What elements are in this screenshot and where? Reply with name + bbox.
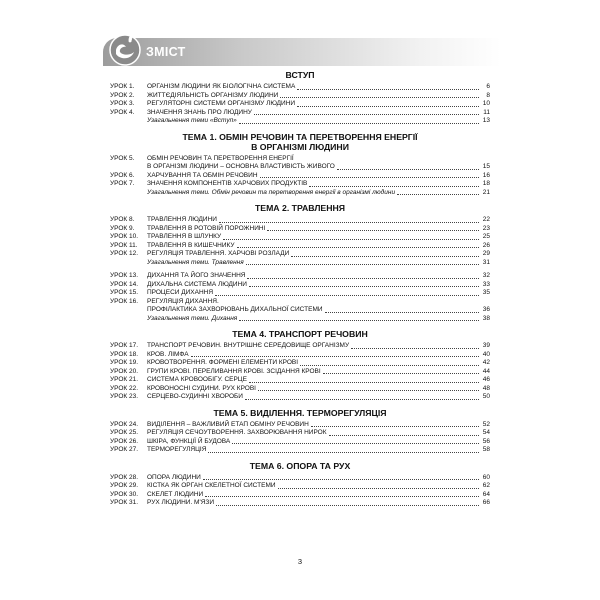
dot-leader — [249, 382, 479, 383]
dot-leader — [203, 479, 479, 480]
entry-title: РУХ ЛЮДИНИ. М'ЯЗИ — [147, 499, 215, 506]
dot-leader — [249, 286, 479, 287]
dot-leader — [309, 186, 479, 187]
page-ref: 66 — [482, 499, 490, 506]
lesson-number: УРОК 19. — [110, 359, 139, 366]
entry-title: Узагальнення теми. Дихання — [147, 314, 238, 322]
lesson-entry[interactable] — [110, 368, 490, 377]
lesson-entry[interactable] — [110, 385, 490, 394]
dot-leader — [297, 106, 479, 107]
dot-leader — [291, 256, 479, 257]
page-ref: 8 — [486, 91, 490, 99]
dot-leader — [216, 505, 479, 506]
dot-leader — [247, 278, 479, 279]
lesson-number: УРОК 2. — [110, 91, 135, 99]
entry-title: СИСТЕМА КРОВООБІГУ. СЕРЦЕ — [147, 376, 247, 383]
dot-leader — [397, 194, 479, 195]
lesson-number: УРОК 22. — [110, 384, 139, 392]
section-title-line: В ОРГАНІЗМІ ЛЮДИНИ — [251, 141, 349, 152]
entry-title: ТРАВЛЕННЯ В ШЛУНКУ — [147, 233, 222, 240]
page-ref: 60 — [482, 473, 490, 481]
lesson-number: УРОК 10. — [110, 233, 139, 240]
lesson-entry[interactable] — [110, 306, 490, 315]
dot-leader — [300, 365, 479, 366]
entry-title: ОПОРА ЛЮДИНИ — [147, 473, 201, 481]
page-ref: 54 — [482, 429, 490, 436]
lesson-number: УРОК 20. — [110, 367, 139, 375]
lesson-number: УРОК 9. — [110, 224, 135, 232]
page-ref: 22 — [482, 216, 490, 223]
lesson-number: УРОК 31. — [110, 499, 139, 506]
dot-leader — [237, 247, 479, 248]
page-ref: 36 — [482, 306, 490, 313]
section-title — [110, 70, 490, 80]
lesson-number: УРОК 25. — [110, 429, 139, 436]
entry-title: ЗНАЧЕННЯ ЗНАНЬ ПРО ЛЮДИНУ — [147, 108, 252, 116]
entry-title: КІСТКА ЯК ОРГАН СКЕЛЕТНОЇ СИСТЕМИ — [147, 482, 276, 489]
lesson-number: УРОК 21. — [110, 376, 139, 383]
lesson-entry[interactable] — [110, 92, 490, 101]
entry-title: ПРОЦЕСИ ДИХАННЯ — [147, 289, 214, 296]
page-ref: 62 — [482, 482, 490, 489]
dot-leader — [246, 264, 479, 265]
dot-leader — [223, 239, 479, 240]
lesson-entry[interactable] — [110, 474, 490, 483]
dot-leader — [267, 230, 479, 231]
entry-title: СКЕЛЕТ ЛЮДИНИ — [147, 490, 204, 498]
section-title — [110, 329, 490, 339]
dot-leader — [254, 114, 479, 115]
lesson-entry[interactable] — [110, 421, 490, 430]
lesson-number: УРОК 24. — [110, 420, 139, 428]
lesson-entry[interactable] — [110, 298, 490, 307]
dot-leader — [258, 390, 479, 391]
entry-title: СЕРЦЕВО-СУДИННІ ХВОРОБИ — [147, 393, 243, 400]
dot-leader — [329, 435, 479, 436]
entry-title: ЖИТТЄДІЯЛЬНІСТЬ ОРГАНІЗМУ ЛЮДИНИ — [147, 91, 279, 99]
dot-leader — [278, 488, 479, 489]
dot-leader — [351, 348, 479, 349]
entry-title: ГРУПИ КРОВІ. ПЕРЕЛИВАННЯ КРОВІ. ЗСІДАННЯ КРОВІ — [147, 367, 321, 375]
table-of-contents — [110, 68, 490, 508]
entry-title: ЗНАЧЕННЯ КОМПОНЕНТІВ ХАРЧОВИХ ПРОДУКТІВ — [147, 180, 308, 187]
dot-leader — [297, 89, 479, 90]
lesson-entry[interactable] — [110, 272, 490, 281]
page-ref: 42 — [482, 359, 490, 366]
lesson-entry[interactable] — [110, 100, 490, 109]
lesson-entry[interactable] — [110, 242, 490, 251]
entry-title: РЕГУЛЯЦІЯ СЕЧОУТВОРЕННЯ. ЗАХВОРЮВАННЯ НИРОК — [147, 429, 327, 436]
entry-title: В ОРГАНІЗМІ ЛЮДИНИ – ОСНОВНА ВЛАСТИВІСТЬ ЖИВОГО — [147, 163, 335, 170]
lesson-entry[interactable] — [110, 499, 490, 508]
page-ref: 38 — [482, 314, 490, 322]
entry-title: ВИДІЛЕННЯ – ВАЖЛИВИЙ ЕТАП ОБМІНУ РЕЧОВИН — [147, 420, 309, 428]
lesson-number: УРОК 15. — [110, 289, 139, 296]
lesson-entry[interactable] — [110, 446, 490, 455]
dot-leader — [245, 399, 479, 400]
entry-title: ПРОФІЛАКТИКА ЗАХВОРЮВАНЬ ДИХАЛЬНОЇ СИСТЕМИ — [147, 306, 323, 313]
page-ref: 52 — [482, 420, 490, 428]
dot-leader — [260, 177, 479, 178]
lesson-number: УРОК 26. — [110, 437, 139, 445]
lesson-entry[interactable] — [110, 376, 490, 385]
page-ref: 15 — [482, 163, 490, 170]
lesson-number: УРОК 1. — [110, 83, 135, 90]
lesson-entry[interactable] — [110, 250, 490, 259]
dot-leader — [323, 373, 479, 374]
page-ref: 40 — [482, 350, 490, 358]
section-title — [110, 461, 490, 471]
lesson-number: УРОК 4. — [110, 108, 135, 116]
entry-title: ТРАНСПОРТ РЕЧОВИН. ВНУТРІШНЄ СЕРЕДОВИЩЕ ОРГАНІЗМУ — [147, 342, 350, 349]
entry-title: Узагальнення теми. Обмін речовин та перетворення енергії в організмі людини — [147, 188, 396, 196]
dot-leader — [205, 496, 479, 497]
lesson-entry[interactable] — [110, 491, 490, 500]
lesson-entry[interactable] — [110, 429, 490, 438]
page-ref: 23 — [482, 224, 490, 232]
entry-title: ТРАВЛЕННЯ В РОТОВІЙ ПОРОЖНИНІ — [147, 224, 266, 232]
lesson-entry[interactable] — [110, 216, 490, 225]
lesson-entry[interactable] — [110, 172, 490, 181]
lesson-entry[interactable] — [110, 180, 490, 189]
lesson-number: УРОК 11. — [110, 241, 138, 249]
lesson-number: УРОК 14. — [110, 280, 139, 288]
lesson-entry[interactable] — [110, 359, 490, 368]
dot-leader — [191, 356, 479, 357]
entry-title: РЕГУЛЯЦІЯ ТРАВЛЕННЯ. ХАРЧОВІ РОЗЛАДИ — [147, 250, 290, 257]
page-ref: 16 — [482, 171, 490, 179]
lesson-number: УРОК 3. — [110, 100, 135, 107]
page-ref: 33 — [482, 280, 490, 288]
entry-title: ОБМІН РЕЧОВИН ТА ПЕРЕТВОРЕННЯ ЕНЕРГІЇ — [147, 154, 294, 162]
contents-title: ЗМІСТ — [146, 45, 186, 59]
lesson-entry[interactable] — [110, 233, 490, 242]
page-number: 3 — [297, 557, 303, 566]
lesson-number: УРОК 16. — [110, 297, 139, 305]
lesson-entry[interactable] — [110, 289, 490, 298]
lesson-entry[interactable] — [110, 482, 490, 491]
section-title-line: ТЕМА 1. ОБМІН РЕЧОВИН ТА ПЕРЕТВОРЕННЯ ЕНЕРГІЇ — [182, 131, 418, 142]
entry-title: КРОВ. ЛІМФА — [147, 350, 189, 358]
page-ref: 10 — [482, 100, 490, 107]
page-ref: 58 — [482, 446, 490, 453]
dot-leader — [337, 169, 479, 170]
page-ref: 18 — [482, 180, 490, 187]
section-title-line: ТЕМА 4. ТРАНСПОРТ РЕЧОВИН — [232, 329, 368, 339]
entry-title: ОРГАНІЗМ ЛЮДИНИ ЯК БІОЛОГІЧНА СИСТЕМА — [147, 83, 296, 90]
page-ref: 48 — [482, 384, 490, 392]
lesson-number: УРОК 13. — [110, 272, 139, 279]
dot-leader — [325, 312, 479, 313]
dot-leader — [208, 452, 479, 453]
section-title-line: ВСТУП — [285, 70, 315, 80]
page-ref: 39 — [482, 342, 490, 349]
dot-leader — [239, 123, 479, 124]
summary-entry[interactable] — [110, 259, 490, 268]
lesson-number: УРОК 8. — [110, 216, 135, 223]
entry-title: ХАРЧУВАННЯ ТА ОБМІН РЕЧОВИН — [147, 171, 258, 179]
lesson-number: УРОК 12. — [110, 250, 139, 257]
page-ref: 11 — [483, 108, 490, 116]
lesson-entry[interactable] — [110, 351, 490, 360]
lesson-number: УРОК 17. — [110, 342, 139, 349]
section-title-line: ТЕМА 5. ВИДІЛЕННЯ. ТЕРМОРЕГУЛЯЦІЯ — [213, 407, 387, 418]
page-ref: 44 — [482, 367, 490, 375]
page-ref: 50 — [482, 393, 490, 400]
lesson-number: УРОК 23. — [110, 393, 139, 400]
page-ref: 21 — [482, 188, 490, 196]
entry-title: КРОВОТВОРЕННЯ. ФОРМЕНІ ЕЛЕМЕНТИ КРОВІ — [147, 359, 299, 366]
page-ref: 26 — [482, 241, 490, 249]
entry-title: Узагальнення теми «Вступ» — [147, 117, 237, 124]
lesson-entry[interactable] — [110, 155, 490, 164]
entry-title: КРОВОНОСНІ СУДИНИ. РУХ КРОВІ — [147, 384, 256, 392]
dot-leader — [215, 295, 479, 296]
entry-title: Узагальнення теми. Травлення — [147, 258, 244, 266]
lesson-entry[interactable] — [110, 163, 490, 172]
entry-title: ТЕРМОРЕГУЛЯЦІЯ — [147, 446, 207, 453]
entry-title: РЕГУЛЯТОРНІ СИСТЕМИ ОРГАНІЗМУ ЛЮДИНИ — [147, 100, 296, 107]
swan-logo-icon — [107, 30, 143, 66]
lesson-entry[interactable] — [110, 225, 490, 234]
lesson-entry[interactable] — [110, 83, 490, 92]
lesson-entry[interactable] — [110, 281, 490, 290]
dot-leader — [219, 222, 479, 223]
entry-title: ДИХАННЯ ТА ЙОГО ЗНАЧЕННЯ — [147, 272, 246, 279]
lesson-entry[interactable] — [110, 109, 490, 118]
dot-leader — [280, 97, 479, 98]
page-ref: 56 — [482, 437, 490, 445]
section-title-line: ТЕМА 6. ОПОРА ТА РУХ — [249, 460, 351, 471]
section-title — [110, 203, 490, 213]
entry-title: ТРАВЛЕННЯ В КИШЕЧНИКУ — [147, 241, 235, 249]
section-title — [110, 408, 490, 418]
section-title — [110, 132, 490, 152]
lesson-number: УРОК 28. — [110, 473, 139, 481]
lesson-number: УРОК 29. — [110, 482, 139, 489]
entry-title: ТРАВЛЕННЯ ЛЮДИНИ — [147, 216, 217, 223]
page-ref: 32 — [482, 272, 490, 279]
page-ref: 46 — [482, 376, 490, 383]
summary-entry[interactable] — [110, 189, 490, 198]
dot-leader — [311, 426, 479, 427]
summary-entry[interactable] — [110, 315, 490, 324]
lesson-number: УРОК 7. — [110, 180, 135, 187]
dot-leader — [232, 443, 479, 444]
lesson-number: УРОК 5. — [110, 154, 135, 162]
lesson-number: УРОК 27. — [110, 446, 139, 453]
entry-title: ДИХАЛЬНА СИСТЕМА ЛЮДИНИ — [147, 280, 247, 288]
lesson-number: УРОК 18. — [110, 350, 139, 358]
page-ref: 25 — [482, 233, 490, 240]
page-ref: 6 — [486, 83, 490, 90]
section-title-line: ТЕМА 2. ТРАВЛЕННЯ — [254, 203, 346, 213]
entry-title: ШКІРА, ФУНКЦІЇ Й БУДОВА — [147, 437, 231, 445]
lesson-number: УРОК 30. — [110, 490, 139, 498]
lesson-entry[interactable] — [110, 393, 490, 402]
page-ref: 35 — [482, 289, 490, 296]
page-ref: 13 — [482, 117, 490, 124]
lesson-entry[interactable] — [110, 438, 490, 447]
entry-title: РЕГУЛЯЦІЯ ДИХАННЯ. — [147, 297, 219, 305]
page-ref: 64 — [482, 490, 490, 498]
dot-leader — [239, 320, 479, 321]
summary-entry[interactable] — [110, 117, 490, 126]
page-ref: 29 — [482, 250, 490, 257]
page-ref: 31 — [482, 258, 490, 266]
lesson-entry[interactable] — [110, 342, 490, 351]
lesson-number: УРОК 6. — [110, 171, 135, 179]
